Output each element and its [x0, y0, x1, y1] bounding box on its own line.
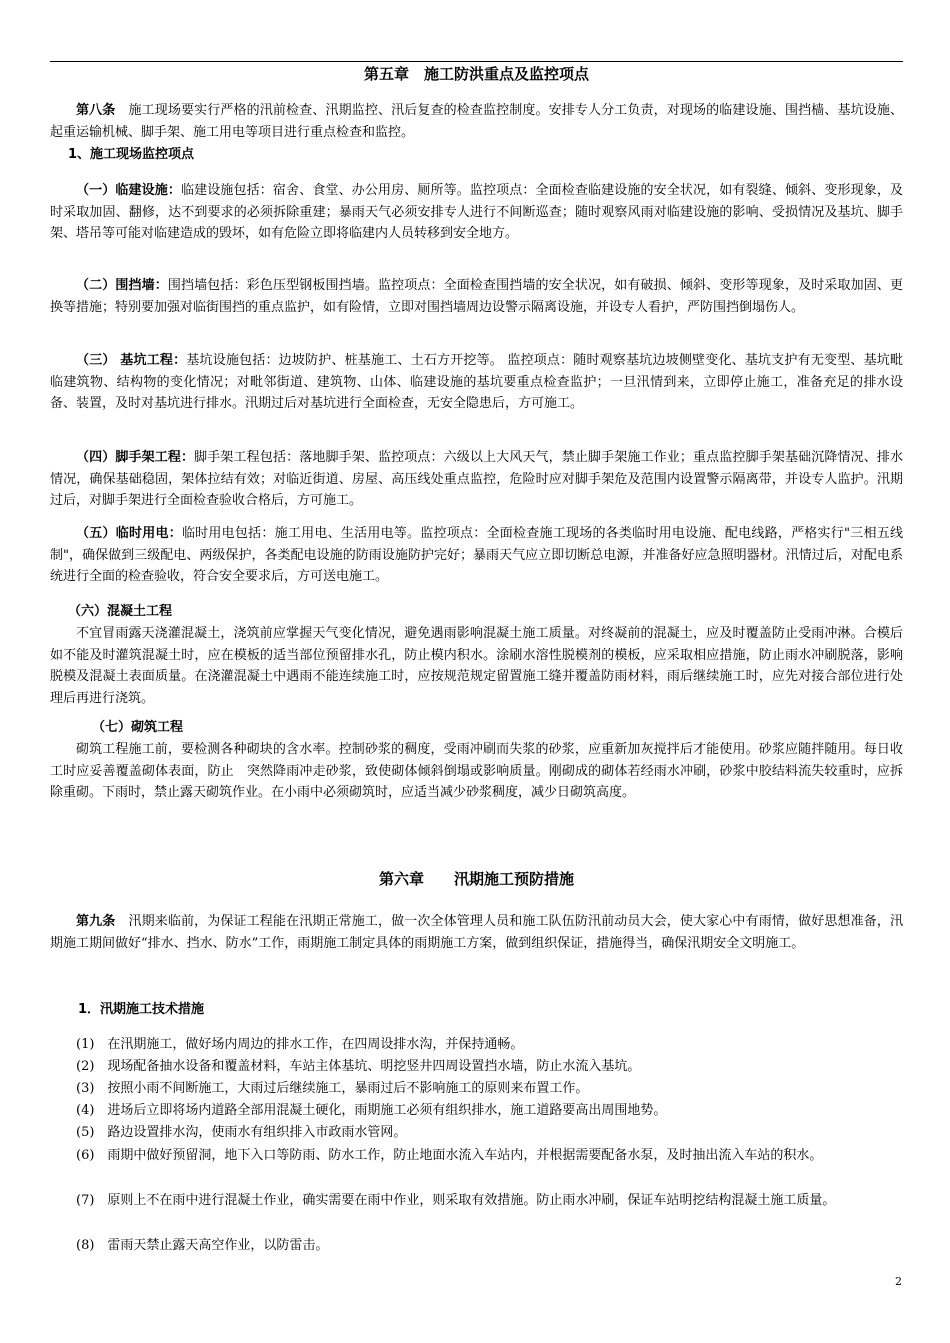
item-text: 基坑设施包括：边坡防护、桩基施工、土石方开挖等。 监控项点：随时观察基坑边坡侧壁变化、基坑支护有无变型、基坑毗临建筑物、结构物的变化情况；对毗邻街道、建筑物、山体、临建设施的基坑要重点检查监护；一旦汛情到来，立即停止施工，准备充足的排水设备、装置，及时对基坑进行排水。汛期过后对基坑进行全面检查，无安全隐患后，方可施工。	[50, 353, 903, 411]
concrete-paragraph: 不宜冒雨露天浇灌混凝土，浇筑前应掌握天气变化情况，避免遇雨影响混凝土施工质量。对终凝前的混凝土，应及时覆盖防止受雨冲淋。合模后如不能及时灌筑混凝土时，应在模板的适当部位预留排水孔，防止模内积水。涂刷水溶性脱模剂的模板，应采取相应措施，防止雨水冲刷脱落，影响脱模及混凝土表面质量。在浇灌混凝土中遇雨不能连续施工时，应按规范规定留置施工缝并覆盖防雨材料，雨后继续施工时，应先对接合部位进行处理后再进行浇筑。	[50, 626, 903, 706]
article9-text: 汛期来临前，为保证工程能在汛期正常施工，做一次全体管理人员和施工队伍防汛前动员大会，使大家心中有雨情，做好思想准备，汛期施工期间做好“排水、挡水、防水”工作，雨期施工制定具体的雨期施工方案，做到组织保证，措施得当，确保汛期安全文明施工。	[50, 914, 903, 951]
page-number: 2	[895, 1275, 902, 1288]
item-label: （一）临建设施：	[76, 183, 182, 198]
item-temporary-facilities	[50, 180, 903, 245]
article9-label: 第九条	[76, 914, 116, 929]
item-text: 脚手架工程包括：落地脚手架、监控项点：六级以上大风天气，禁止脚手架施工作业；重点监控脚手架基础沉降情况、排水情况，确保基础稳固，架体拉结有效；对临近街道、房屋、高压线处重点监控，危险时应对脚手架危及范围内设置警示隔离带，并设专人监护。汛期过后，对脚手架进行全面检查验收合格后，方可施工。	[50, 450, 903, 508]
measure-item: (8) 雷雨天禁止露天高空作业，以防雷击。	[76, 1238, 329, 1253]
measure-item: (7) 原则上不在雨中进行混凝土作业，确实需要在雨中作业，则采取有效措施。防止雨水冲刷，保证车站明挖结构混凝土施工质量。	[76, 1193, 836, 1208]
masonry-paragraph: 砌筑工程施工前，要检测各种砌块的含水率。控制砂浆的稠度，受雨冲刷而失浆的砂浆，应重新加灰搅拌后才能使用。砂浆应随拌随用。每日收工时应妥善覆盖砌体表面，防止 突然降雨冲走砂浆，致使砌体倾斜倒塌或影响质量。刚砌成的砌体若经雨水冲刷，砂浆中胶结料流失较重时，应拆除重砌。下雨时，禁止露天砌筑作业。在小雨中必须砌筑时，应适当减少砂浆稠度，减少日砌筑高度。	[50, 742, 903, 800]
article9-paragraph	[50, 911, 903, 954]
article8-text: 施工现场要实行严格的汛前检查、汛期监控、汛后复查的检查监控制度。安排专人分工负责，对现场的临建设施、围挡樯、基坑设施、起重运输机械、脚手架、施工用电等项目进行重点检查和监控。	[50, 103, 903, 140]
item-scaffolding	[50, 447, 903, 512]
item-text: 临建设施包括：宿舍、食堂、办公用房、厕所等。监控项点：全面检查临建设施的安全状况，如有裂缝、倾斜、变形现象，及时采取加固、翻修，达不到要求的必须拆除重建；暴雨天气必须安排专人进行不间断巡查；随时观察风雨对临建设施的影响、受损情况及基坑、脚手架、塔吊等可能对临建造成的毁坏，如有危险立即将临建内人员转移到安全地方。	[50, 183, 903, 241]
item-temporary-electricity	[50, 523, 903, 588]
item-label: （四）脚手架工程：	[76, 450, 195, 465]
measure-item: (3) 按照小雨不间断施工，大雨过后继续施工，暴雨过后不影响施工的原则来布置工作。	[76, 1081, 589, 1096]
masonry-heading: （七）砌筑工程	[92, 720, 184, 735]
item-text: 围挡墙包括：彩色压型钢板围挡墙。监控项点：全面检查围挡墙的安全状况，如有破损、倾斜、变形等现象，及时采取加固、更换等措施；特别要加强对临街围挡的重点监护，如有险情，立即对围挡墙周边设警示隔离设施，并设专人看护，严防围挡倒塌伤人。	[50, 278, 903, 315]
header-rule	[50, 61, 903, 62]
ch6-section1-heading: 1．汛期施工技术措施	[78, 1002, 205, 1017]
item-label: （五）临时用电：	[76, 526, 182, 541]
measure-item: (5) 路边设置排水沟，使雨水有组织排入市政雨水管网。	[76, 1125, 407, 1140]
measure-item: (4) 进场后立即将场内道路全部用混凝土硬化，雨期施工必须有组织排水，施工道路要高出周围地势。	[76, 1103, 667, 1118]
ch5-section1-heading: 1、施工现场监控项点	[68, 147, 195, 162]
item-label: （二）围挡墙：	[76, 278, 168, 293]
item-label: （三） 基坑工程：	[76, 353, 187, 368]
item-enclosure-wall	[50, 275, 903, 318]
article8-label: 第八条	[76, 103, 116, 118]
measure-item: (2) 现场配备抽水设备和覆盖材料，车站主体基坑、明挖竖井四周设置挡水墙，防止水流入基坑。	[76, 1059, 641, 1074]
measure-item: (1) 在汛期施工，做好场内周边的排水工作，在四周设排水沟，并保持通畅。	[76, 1037, 524, 1052]
item-foundation-pit	[50, 350, 903, 415]
measure-item: (6) 雨期中做好预留洞，地下入口等防雨、防水工作，防止地面水流入车站内，并根据需要配备水泵，及时抽出流入车站的积水。	[76, 1148, 823, 1163]
chapter5-title: 第五章 施工防洪重点及监控项点	[363, 65, 589, 83]
item-text: 临时用电包括：施工用电、生活用电等。监控项点：全面检查施工现场的各类临时用电设施、配电线路，严格实行"三相五线制"，确保做到三级配电、两级保护，各类配电设施的防雨设施防护完好；暴雨天气应立即切断总电源，并准备好应急照明器材。汛情过后，对配电系统进行全面的检查验收，符合安全要求后，方可送电施工。	[50, 526, 903, 584]
concrete-heading: （六）混凝土工程	[68, 604, 173, 619]
article8-paragraph	[50, 100, 903, 143]
chapter6-title: 第六章 汛期施工预防措施	[378, 870, 574, 888]
